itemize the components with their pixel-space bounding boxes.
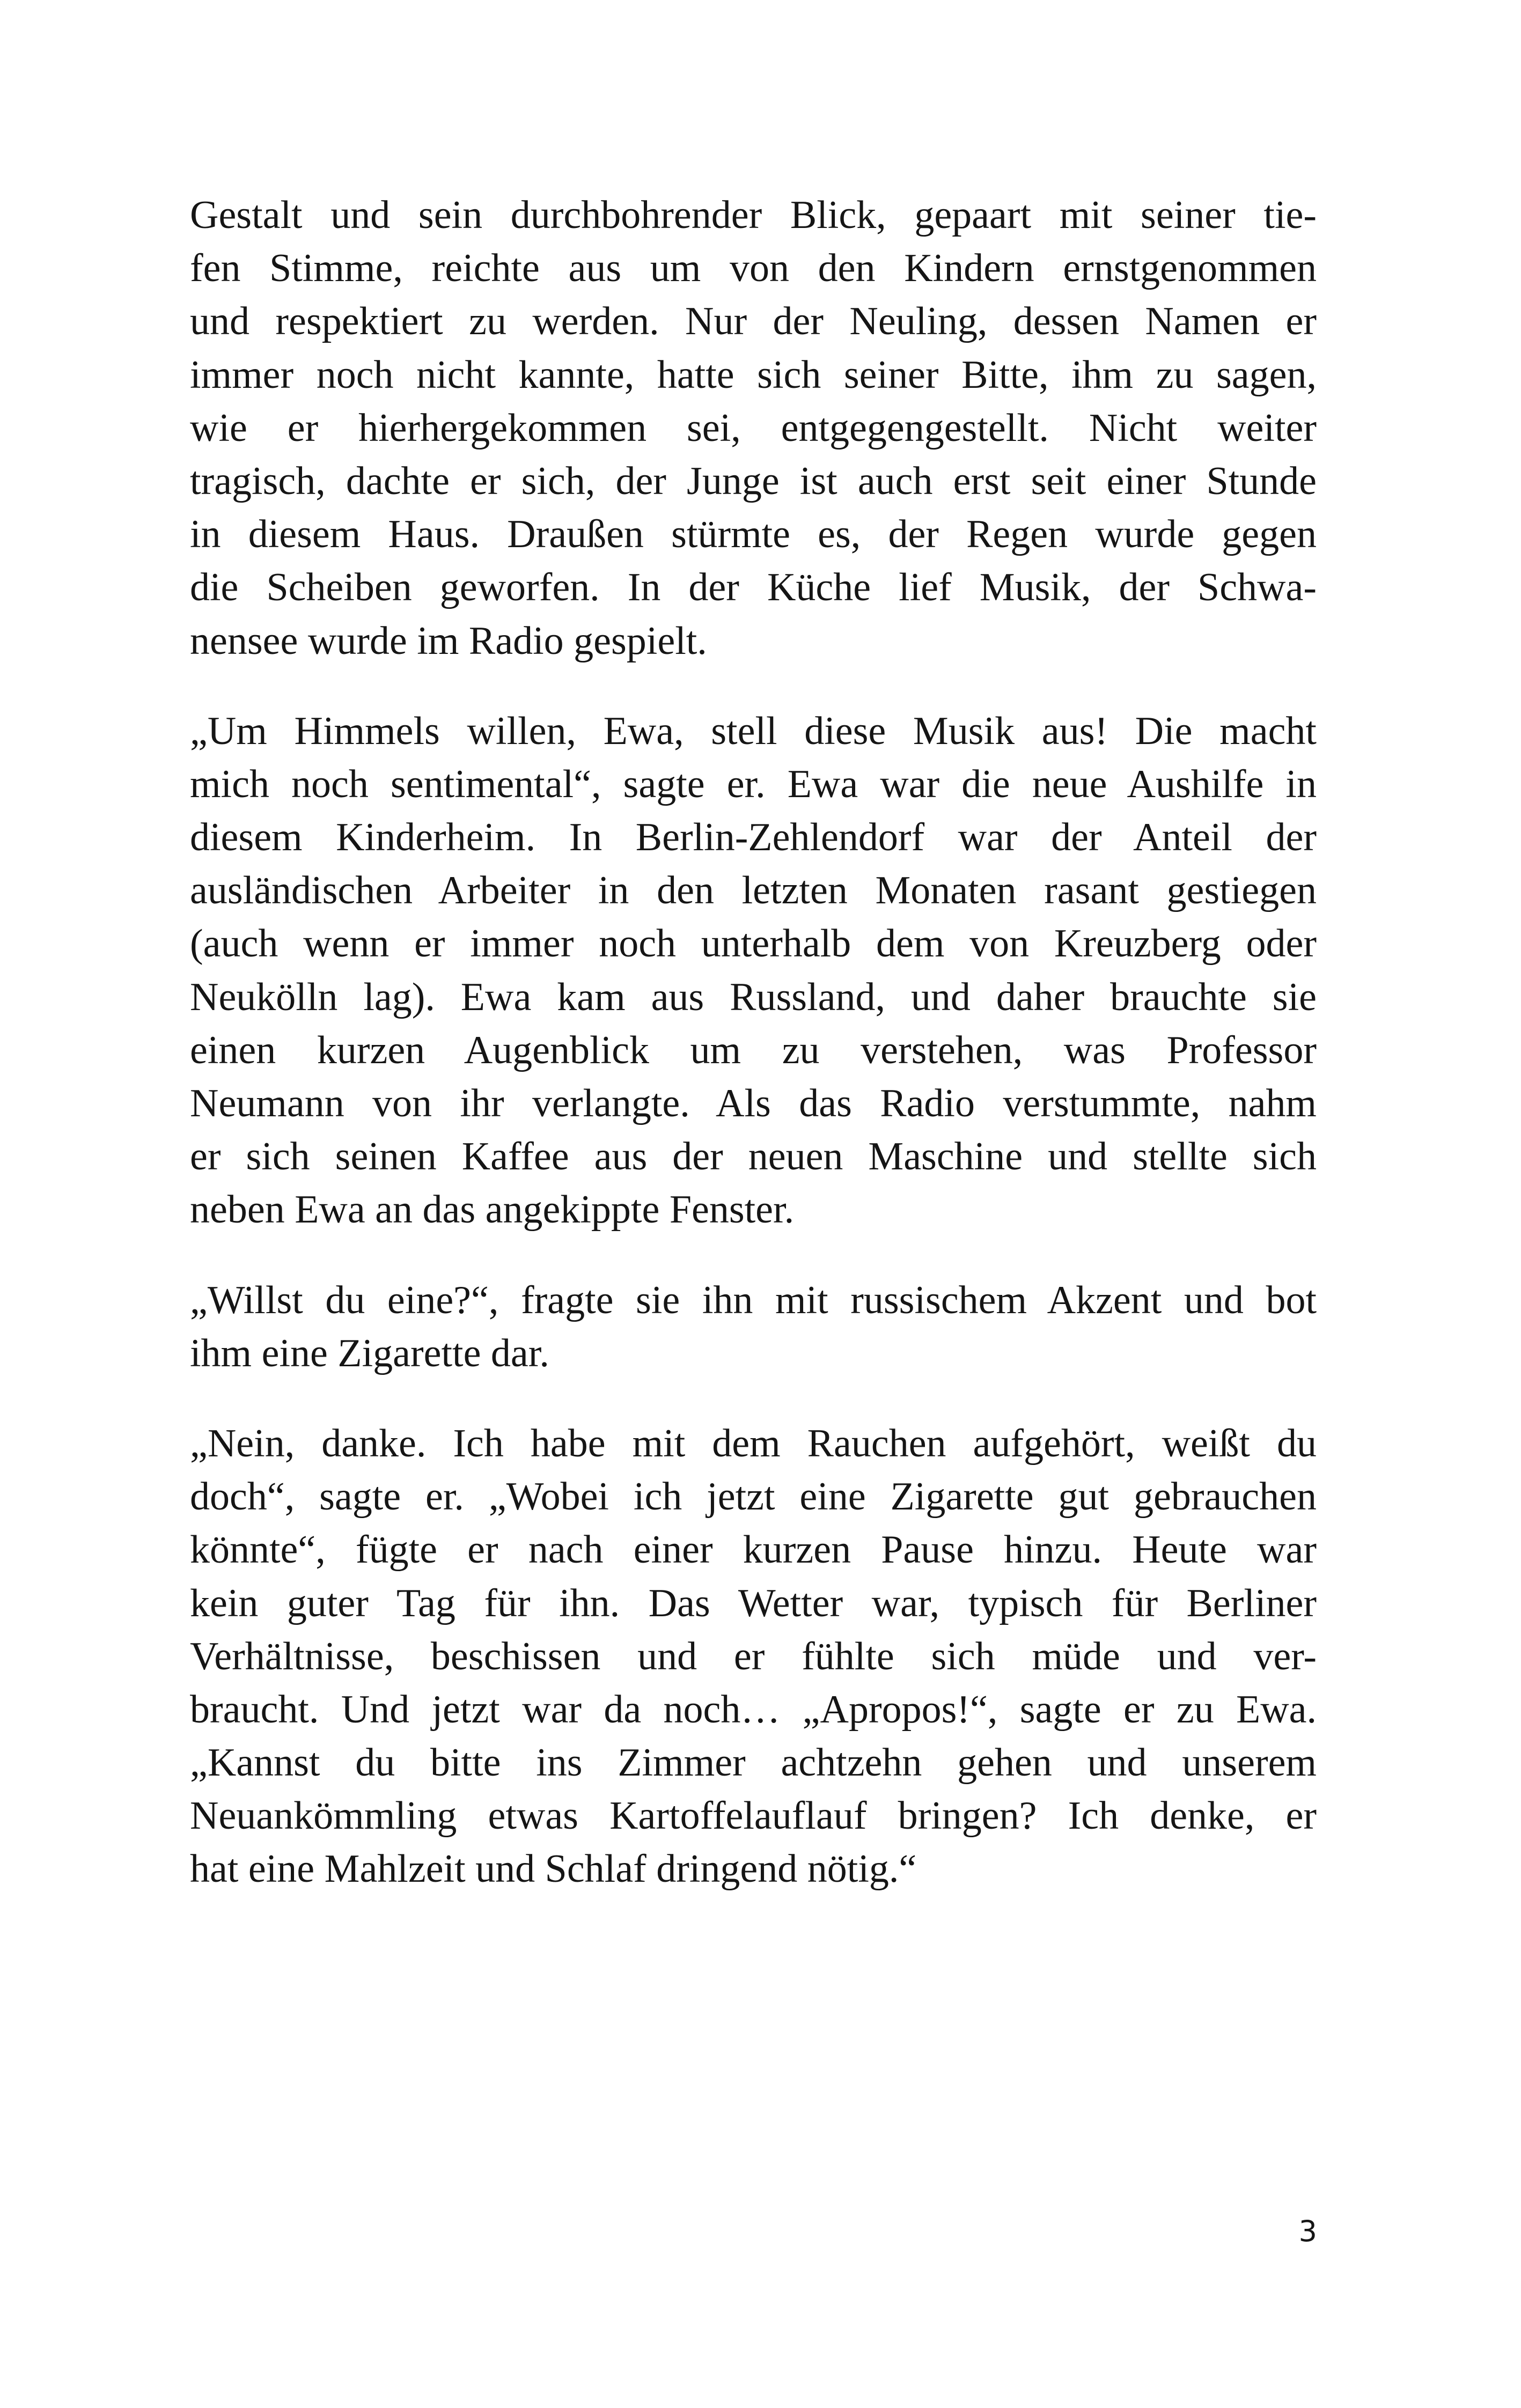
text-line: Verhältnisse, beschissen und er fühlte sich müde und ver-: [190, 1634, 1317, 1678]
text-line: wie er hierhergekommen sei, entgegengestellt. Nicht weiter: [190, 406, 1317, 450]
page-number: 3: [1298, 2214, 1317, 2248]
text-line: braucht. Und jetzt war da noch… „Apropos!“, sagte er zu Ewa.: [190, 1687, 1317, 1732]
paragraph-2: [190, 705, 1317, 1237]
text-line: kein guter Tag für ihn. Das Wetter war, typisch für Berliner: [190, 1581, 1317, 1625]
text-line: diesem Kinderheim. In Berlin-Zehlendorf war der Anteil der: [190, 815, 1317, 860]
text-line: „Kannst du bitte ins Zimmer achtzehn gehen und unserem: [190, 1741, 1317, 1785]
text-line: mich noch sentimental“, sagte er. Ewa war die neue Aushilfe in: [190, 762, 1317, 806]
paragraph-3: [190, 1274, 1317, 1380]
text-line: neben Ewa an das angekippte Fenster.: [190, 1188, 795, 1232]
text-line: er sich seinen Kaffee aus der neuen Maschine und stellte sich: [190, 1135, 1317, 1179]
text-line: tragisch, dachte er sich, der Junge ist auch erst seit einer Stunde: [190, 459, 1317, 503]
body-text: [190, 189, 1317, 1933]
text-line: nensee wurde im Radio gespielt.: [190, 618, 707, 663]
text-line: Neukölln lag). Ewa kam aus Russland, und daher brauchte sie: [190, 975, 1317, 1019]
text-line: Neumann von ihr verlangte. Als das Radio verstummte, nahm: [190, 1081, 1317, 1125]
text-line: in diesem Haus. Draußen stürmte es, der Regen wurde gegen: [190, 512, 1317, 557]
text-line: hat eine Mahlzeit und Schlaf dringend nötig.“: [190, 1847, 917, 1891]
paragraph-1: [190, 189, 1317, 668]
text-line: (auch wenn er immer noch unterhalb dem von Kreuzberg oder: [190, 922, 1317, 966]
text-line: doch“, sagte er. „Wobei ich jetzt eine Zigarette gut gebrauchen: [190, 1475, 1317, 1519]
paragraph-4: [190, 1417, 1317, 1896]
text-line: ihm eine Zigarette dar.: [190, 1331, 549, 1375]
text-line: fen Stimme, reichte aus um von den Kindern ernstgenommen: [190, 246, 1317, 291]
text-line: „Nein, danke. Ich habe mit dem Rauchen aufgehört, weißt du: [190, 1421, 1317, 1466]
text-line: die Scheiben geworfen. In der Küche lief Musik, der Schwa-: [190, 565, 1317, 610]
text-line: ausländischen Arbeiter in den letzten Monaten rasant gestiegen: [190, 868, 1317, 913]
text-line: und respektiert zu werden. Nur der Neuling, dessen Namen er: [190, 299, 1317, 344]
text-line: könnte“, fügte er nach einer kurzen Pause hinzu. Heute war: [190, 1528, 1317, 1572]
text-line: Gestalt und sein durchbohrender Blick, gepaart mit seiner tie-: [190, 193, 1317, 237]
text-line: einen kurzen Augenblick um zu verstehen, was Professor: [190, 1028, 1317, 1072]
text-line: „Um Himmels willen, Ewa, stell diese Musik aus! Die macht: [190, 709, 1317, 753]
text-line: „Willst du eine?“, fragte sie ihn mit russischem Akzent und bot: [190, 1278, 1317, 1322]
text-line: Neuankömmling etwas Kartoffelauflauf bringen? Ich denke, er: [190, 1794, 1317, 1838]
text-line: immer noch nicht kannte, hatte sich seiner Bitte, ihm zu sagen,: [190, 352, 1317, 397]
